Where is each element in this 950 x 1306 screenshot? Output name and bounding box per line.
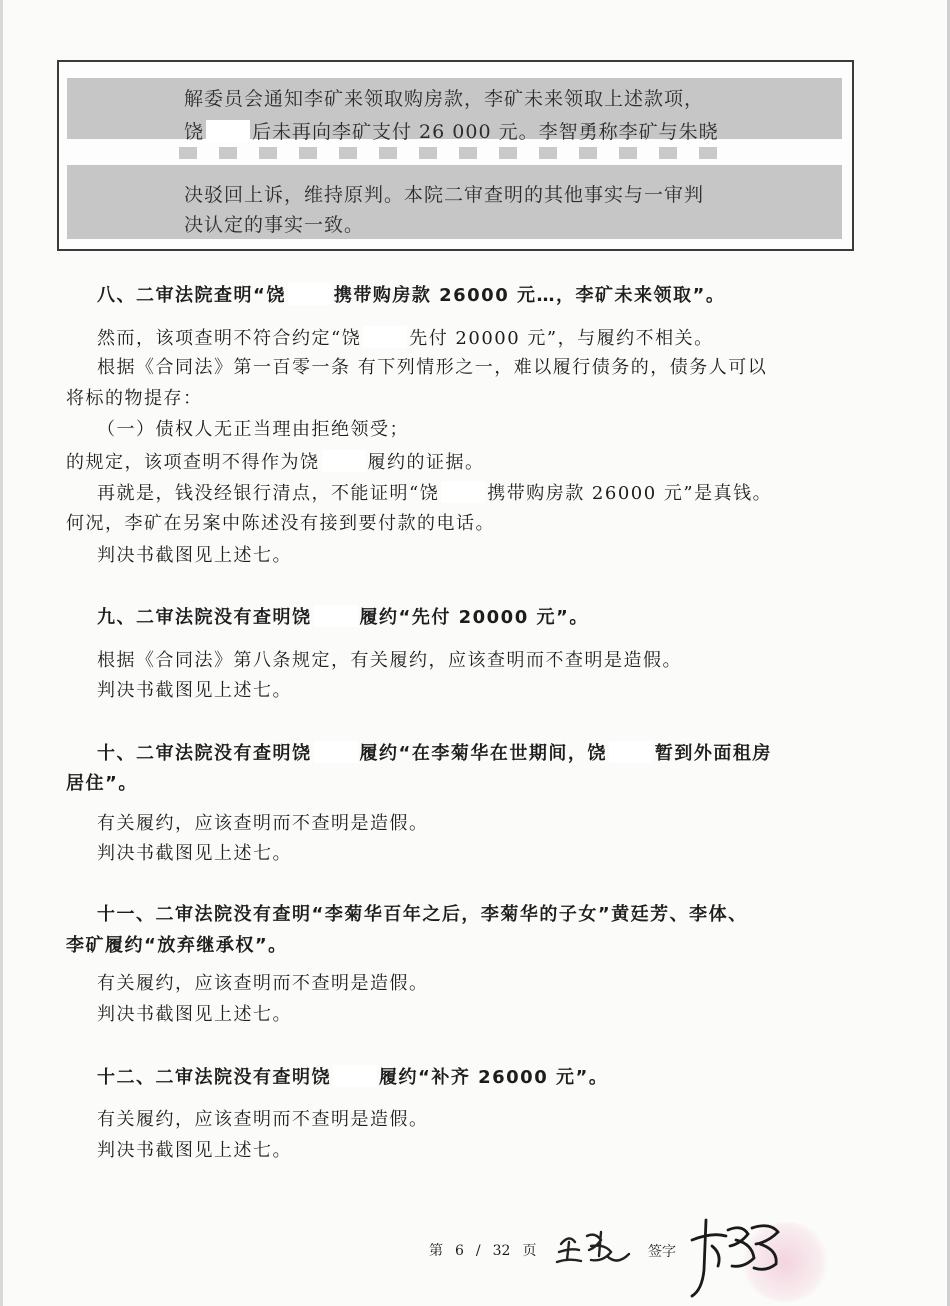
paragraph: 判决书截图见上述七。 xyxy=(97,1140,292,1161)
handwritten-signature-1 xyxy=(555,1226,635,1270)
section-10-heading: 十、二审法院没有查明饶 履约“在李菊华在世期间，饶 暂到外面租房 xyxy=(97,743,772,764)
paragraph: 有关履约，应该查明而不查明是造假。 xyxy=(97,973,429,994)
redaction-block xyxy=(206,120,250,142)
redaction-block xyxy=(314,741,358,763)
excerpt-line: 决驳回上诉，维持原判。本院二审查明的其他事实与一审判 xyxy=(184,184,705,206)
redaction-block xyxy=(441,481,485,503)
section-8-heading: 八、二审法院查明“饶 携带购房款 26000 元…，李矿未来领取”。 xyxy=(97,285,726,306)
paragraph: 何况，李矿在另案中陈述没有接到要付款的电话。 xyxy=(66,513,495,534)
paragraph: 将标的物提存： xyxy=(66,388,203,409)
excerpt-cut-line xyxy=(179,147,739,159)
excerpt-line: 解委员会通知李矿来领取购房款，李矿未来领取上述款项， xyxy=(184,88,705,110)
paragraph: 的规定，该项查明不得作为饶 履约的证据。 xyxy=(66,452,485,473)
redaction-block xyxy=(363,326,407,348)
page-number: 第 6 / 32 页 xyxy=(429,1243,537,1259)
paragraph: 根据《合同法》第一百零一条 有下列情形之一，难以履行债务的，债务人可以 xyxy=(97,357,768,378)
redaction-block xyxy=(288,283,332,305)
excerpt-line: 饶 后未再向李矿支付 26 000 元。李智勇称李矿与朱晓 xyxy=(184,121,719,143)
redaction-block xyxy=(314,605,358,627)
section-11-heading: 十一、二审法院没有查明“李菊华百年之后，李菊华的子女”黄廷芳、李体、 xyxy=(97,904,748,925)
paragraph: 判决书截图见上述七。 xyxy=(97,680,292,701)
paragraph: 根据《合同法》第八条规定，有关履约，应该查明而不查明是造假。 xyxy=(97,650,682,671)
judgment-excerpt-box xyxy=(57,60,854,251)
section-11-heading-cont: 李矿履约“放弃继承权”。 xyxy=(66,935,288,956)
paragraph: 有关履约，应该查明而不查明是造假。 xyxy=(97,813,429,834)
paragraph: 判决书截图见上述七。 xyxy=(97,843,292,864)
paragraph: （一）债权人无正当理由拒绝领受； xyxy=(97,419,409,440)
paragraph: 有关履约，应该查明而不查明是造假。 xyxy=(97,1109,429,1130)
redaction-block xyxy=(609,741,653,763)
redaction-block xyxy=(333,1065,377,1087)
paragraph: 再就是，钱没经银行清点，不能证明“饶 携带购房款 26000 元”是真钱。 xyxy=(97,483,773,504)
handwritten-signature-2 xyxy=(682,1210,792,1300)
paragraph: 判决书截图见上述七。 xyxy=(97,1004,292,1025)
redaction-block xyxy=(322,450,366,472)
section-10-heading-cont: 居住”。 xyxy=(66,773,138,794)
section-12-heading: 十二、二审法院没有查明饶 履约“补齐 26000 元”。 xyxy=(97,1067,609,1088)
excerpt-line: 决认定的事实一致。 xyxy=(184,214,365,236)
paragraph: 然而，该项查明不符合约定“饶 先付 20000 元”，与履约不相关。 xyxy=(97,328,714,349)
paragraph: 判决书截图见上述七。 xyxy=(97,545,292,566)
signature-label: 签字 xyxy=(648,1244,676,1260)
section-9-heading: 九、二审法院没有查明饶 履约“先付 20000 元”。 xyxy=(97,607,589,628)
scan-edge-left xyxy=(0,0,3,1306)
